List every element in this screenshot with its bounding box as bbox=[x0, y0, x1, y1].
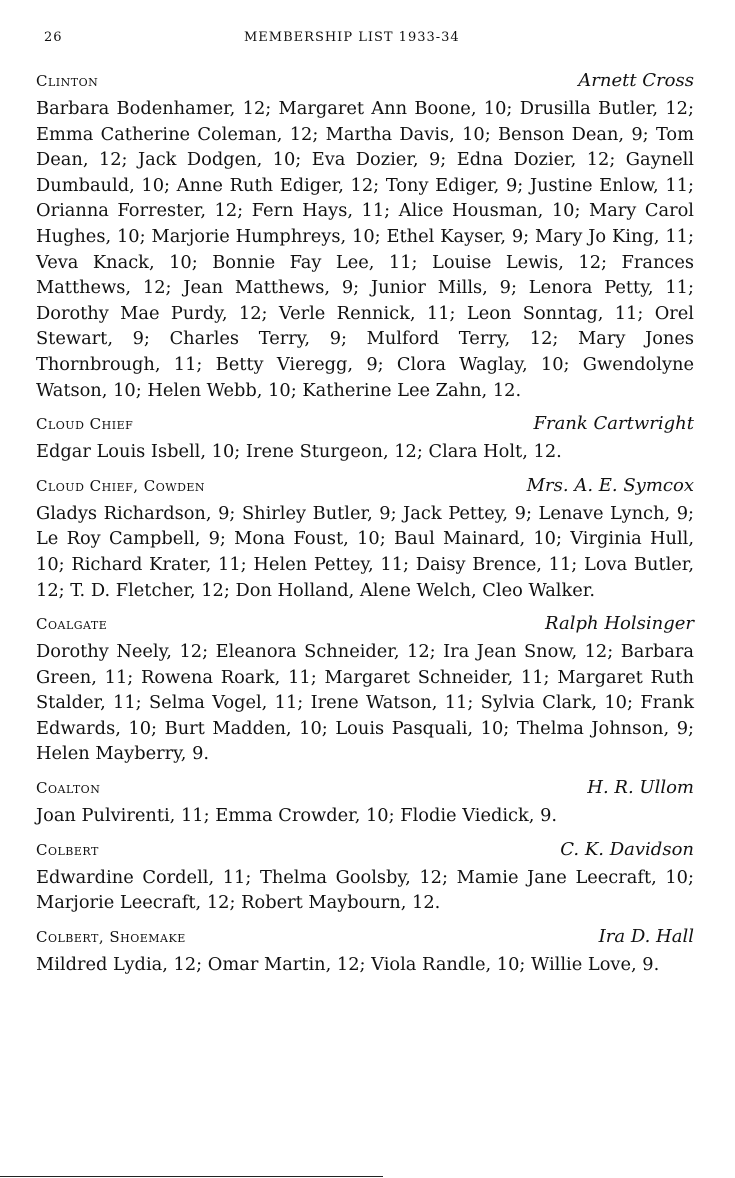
page-number: 26 bbox=[44, 30, 63, 45]
entry-colbert-shoemake bbox=[36, 926, 694, 978]
entry-coalgate bbox=[36, 613, 694, 767]
member-list: Edwardine Cordell, 11; Thelma Goolsby, 12; Mamie Jane Leecraft, 10; Marjorie Leecraft, 12; Robert Maybourn, 12. bbox=[36, 866, 694, 914]
school-name: Clinton bbox=[36, 72, 99, 90]
entry-colbert bbox=[36, 839, 694, 916]
member-list: Joan Pulvirenti, 11; Emma Crowder, 10; Flodie Viedick, 9. bbox=[36, 805, 558, 827]
running-title: MEMBERSHIP LIST 1933-34 bbox=[244, 30, 460, 45]
entry-clinton bbox=[36, 70, 694, 403]
entry-coalton bbox=[36, 777, 694, 829]
sponsor-name: Mrs. A. E. Symcox bbox=[526, 474, 694, 496]
member-list: Dorothy Neely, 12; Eleanora Schneider, 12; Ira Jean Snow, 12; Barbara Green, 11; Rowena Roark, 11; Margaret Schneider, 11; Margaret Ruth Stalder, 11; Selma Vogel, 11; Irene Watson, 11; Sylvia Clark, 10; Frank Edwards, 10; Burt Madden, 10; Louis Pasquali, 10; Thelma Johnson, 9; Helen Mayberry, 9. bbox=[36, 641, 694, 765]
member-list: Gladys Richardson, 9; Shirley Butler, 9; Jack Pettey, 9; Lenave Lynch, 9; Le Roy Campbell, 9; Mona Foust, 10; Baul Mainard, 10; Virginia Hull, 10; Richard Krater, 11; Helen Pettey, 11; Daisy Brence, 11; Lova Butler, 12; T. D. Fletcher, 12; Don Holland, Alene Welch, Cleo Walker. bbox=[36, 502, 694, 601]
sponsor-name: Ralph Holsinger bbox=[545, 613, 694, 635]
school-name: Cloud Chief, Cowden bbox=[36, 476, 206, 495]
sponsor-name: H. R. Ullom bbox=[587, 777, 694, 799]
sponsor-name: Ira D. Hall bbox=[598, 925, 694, 947]
school-name: Coalgate bbox=[36, 615, 108, 634]
member-list: Mildred Lydia, 12; Omar Martin, 12; Viola Randle, 10; Willie Love, 9. bbox=[36, 953, 660, 975]
entry-cloud-chief bbox=[36, 413, 694, 465]
sponsor-name: Arnett Cross bbox=[578, 70, 694, 91]
sponsor-name: C. K. Davidson bbox=[560, 838, 694, 860]
membership-entries bbox=[36, 70, 694, 987]
page-header bbox=[44, 30, 694, 52]
member-list: Barbara Bodenhamer, 12; Margaret Ann Boone, 10; Drusilla Butler, 12; Emma Catherine Coleman, 12; Martha Davis, 10; Benson Dean, 9; Tom Dean, 12; Jack Dodgen, 10; Eva Dozier, 9; Edna Dozier, 12; Gaynell Dumbauld, 10; Anne Ruth Ediger, 12; Tony Ediger, 9; Justine Enlow, 11; Orianna Forrester, 12; Fern Hays, 11; Alice Housman, 10; Mary Carol Hughes, 10; Marjorie Humphreys, 10; Ethel Kayser, 9; Mary Jo King, 11; Veva Knack, 10; Bonnie Fay Lee, 11; Louise Lewis, 12; Frances Matthews, 12; Jean Matthews, 9; Junior Mills, 9; Lenora Petty, 11; Dorothy Mae Purdy, 12; Verle Rennick, 11; Leon Sonntag, 11; Orel Stewart, 9; Charles Terry, 9; Mulford Terry, 12; Mary Jones Thornbrough, 11; Betty Vieregg, 9; Clora Waglay, 10; Gwendolyne Watson, 10; Helen Webb, 10; Katherine Lee Zahn, 12. bbox=[36, 98, 694, 401]
school-name: Colbert, Shoemake bbox=[36, 927, 186, 946]
school-name: Coalton bbox=[36, 779, 101, 798]
member-list: Edgar Louis Isbell, 10; Irene Sturgeon, 12; Clara Holt, 12. bbox=[36, 441, 562, 463]
sponsor-name: Frank Cartwright bbox=[533, 413, 694, 435]
school-name: Colbert bbox=[36, 840, 99, 859]
footer-rule bbox=[0, 1176, 383, 1177]
entry-cloud-chief-cowden bbox=[36, 475, 694, 603]
school-name: Cloud Chief bbox=[36, 415, 134, 434]
